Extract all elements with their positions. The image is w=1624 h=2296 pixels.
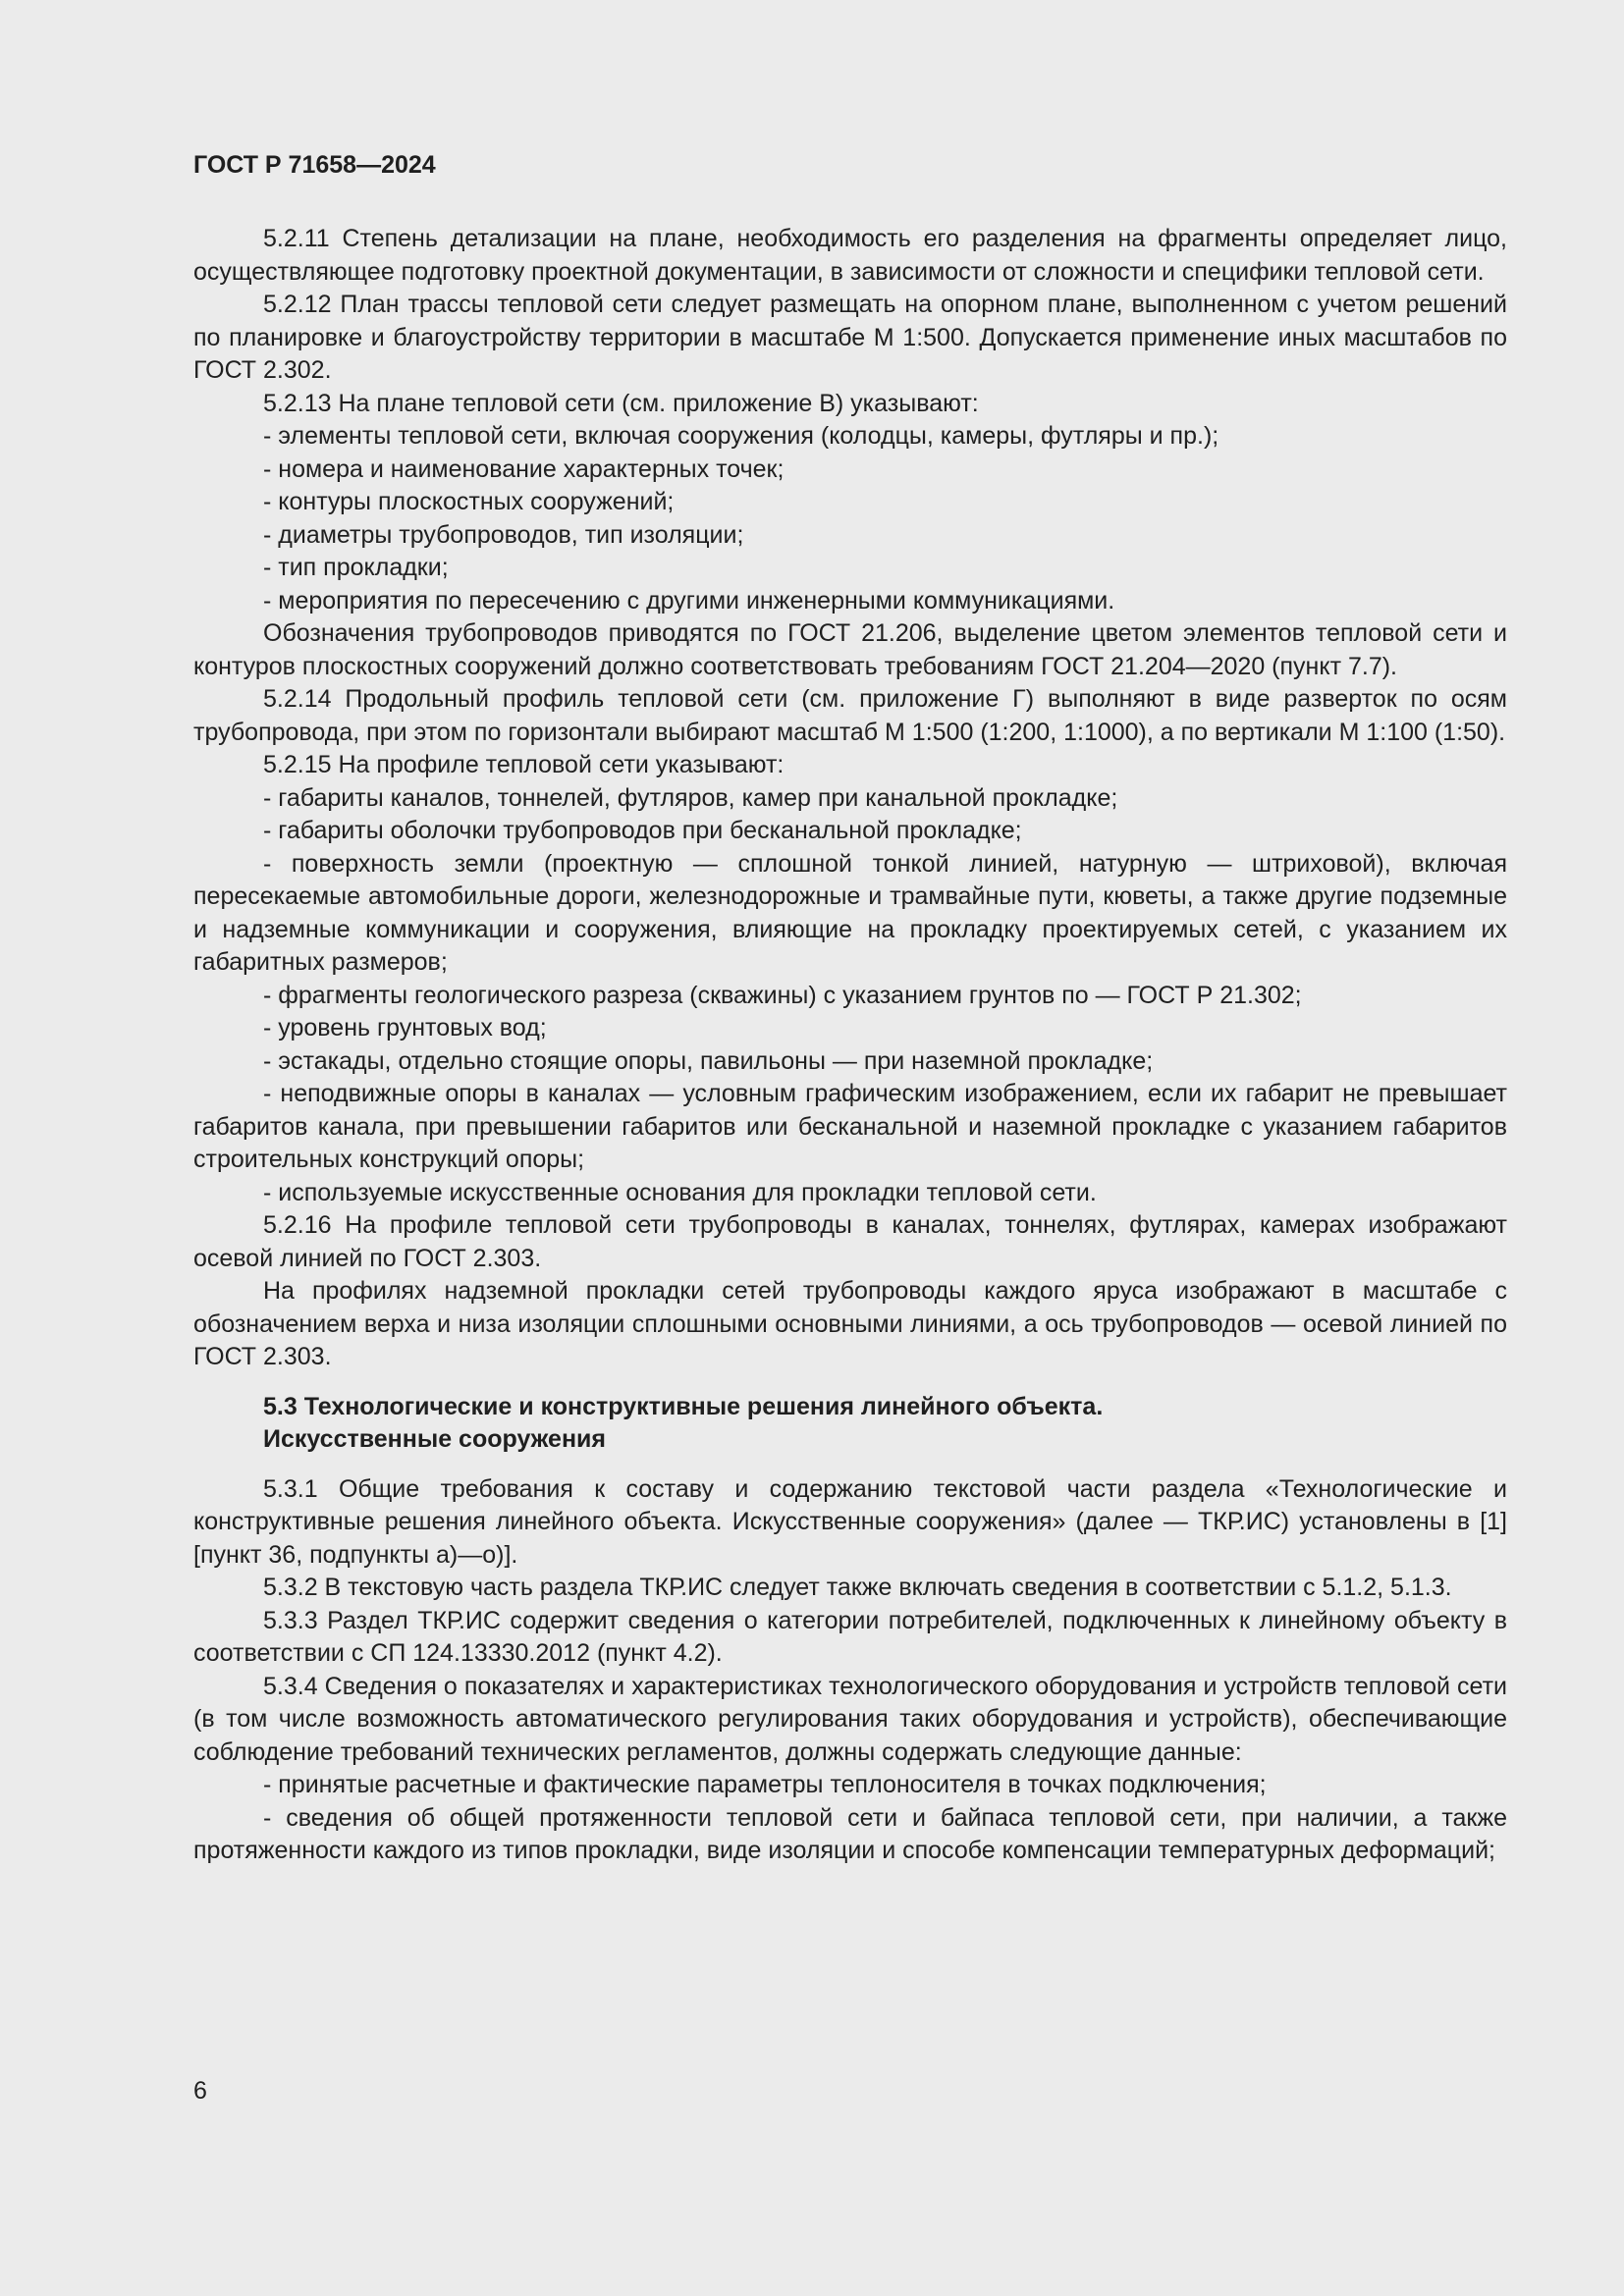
list-item: - фрагменты геологического разреза (скважины) с указанием грунтов по — ГОСТ Р 21.302; (263, 981, 1302, 1009)
paragraph: 5.3.2 В текстовую часть раздела ТКР.ИС следует также включать сведения в соответствии с 5.1.2, 5.1.3. (263, 1574, 1452, 1601)
page-number: 6 (193, 2077, 207, 2105)
paragraph: 5.2.12 План трассы тепловой сети следует размещать на опорном плане, выполненном с учетом решений по планировке и благоустройству территории в масштабе М 1:500. Допускается применение иных масштабов по ГОСТ 2.302. (193, 291, 1507, 384)
list-item: - эстакады, отдельно стоящие опоры, павильоны — при наземной прокладке; (263, 1046, 1154, 1075)
paragraph: 5.2.15 На профиле тепловой сети указывают: (263, 751, 785, 778)
list-item: - габариты оболочки трубопроводов при бесканальной прокладке; (263, 817, 1022, 844)
list-item: - контуры плоскостных сооружений; (263, 488, 675, 515)
section-heading-line: 5.3 Технологические и конструктивные решения линейного объекта. (263, 1392, 1104, 1420)
list-item: - мероприятия по пересечению с другими инженерными коммуникациями. (263, 586, 1115, 614)
paragraph: 5.2.14 Продольный профиль тепловой сети (см. приложение Г) выполняют в виде разверток по осям трубопровода, при этом по горизонтали выбирают масштаб М 1:500 (1:200, 1:1000), а по вертикали М 1:100 (1:50). (193, 685, 1507, 746)
document-header: ГОСТ Р 71658—2024 (193, 151, 436, 179)
list-item: - поверхность земли (проектную — сплошной тонкой линией, натурную — штриховой), включая пересекаемые автомобильные дороги, железнодорожные и трамвайные пути, кюветы, а также другие подземные и надземные коммуникации и сооружения, влияющие на прокладку проектируемых сетей, с указанием их габаритных размеров; (193, 849, 1507, 976)
list-item: - габариты каналов, тоннелей, футляров, камер при канальной прокладке; (263, 783, 1118, 812)
paragraph: 5.3.3 Раздел ТКР.ИС содержит сведения о категории потребителей, подключенных к линейному объекту в соответствии с СП 124.13330.2012 (пункт 4.2). (193, 1606, 1507, 1667)
paragraph: 5.3.1 Общие требования к составу и содержанию текстовой части раздела «Технологические и конструктивные решения линейного объекта. Искусственные сооружения» (далее — ТКР.ИС) установлены в [1] [пункт 36, подпункты а)—о)]. (193, 1474, 1507, 1569)
section-heading (193, 1391, 1507, 1457)
paragraph: 5.2.11 Степень детализации на плане, необходимость его разделения на фрагменты определяет лицо, осуществляющее подготовку проектной документации, в зависимости от сложности и специфики тепловой сети. (193, 225, 1507, 286)
list-item: - принятые расчетные и фактические параметры теплоносителя в точках подключения; (263, 1771, 1267, 1798)
paragraph: На профилях надземной прокладки сетей трубопроводы каждого яруса изображают в масштабе с обозначением верха и низа изоляции сплошными основными линиями, а ось трубопроводов — осевой линией по ГОСТ 2.303. (193, 1277, 1507, 1370)
paragraph: 5.2.13 На плане тепловой сети (см. приложение В) указывают: (263, 389, 979, 417)
list-item: - уровень грунтовых вод; (263, 1014, 547, 1041)
list-item: - неподвижные опоры в каналах — условным графическим изображением, если их габарит не превышает габаритов канала, при превышении габаритов или бесканальной и наземной прокладке с указанием габаритов строительных конструкций опоры; (193, 1080, 1507, 1173)
paragraph: 5.3.4 Сведения о показателях и характеристиках технологического оборудования и устройств тепловой сети (в том числе возможность автоматического регулирования таких оборудования и устройств), обеспечивающие соблюдение требований технических регламентов, должны содержать следующие данные: (193, 1672, 1507, 1766)
paragraph: Обозначения трубопроводов приводятся по ГОСТ 21.206, выделение цветом элементов тепловой сети и контуров плоскостных сооружений должно соответствовать требованиям ГОСТ 21.204—2020 (пункт 7.7). (193, 619, 1507, 680)
list-item: - сведения об общей протяженности тепловой сети и байпаса тепловой сети, при наличии, а также протяженности каждого из типов прокладки, виде изоляции и способе компенсации температурных деформаций; (193, 1803, 1507, 1864)
document-body (193, 223, 1507, 1868)
list-item: - диаметры трубопроводов, тип изоляции; (263, 520, 744, 549)
paragraph: 5.2.16 На профиле тепловой сети трубопроводы в каналах, тоннелях, футлярах, камерах изображают осевой линией по ГОСТ 2.303. (193, 1211, 1507, 1272)
list-item: - тип прокладки; (263, 554, 449, 581)
section-heading-line: Искусственные сооружения (263, 1425, 607, 1453)
list-item: - элементы тепловой сети, включая сооружения (колодцы, камеры, футляры и пр.); (263, 422, 1219, 450)
list-item: - используемые искусственные основания для прокладки тепловой сети. (263, 1178, 1097, 1206)
list-item: - номера и наименование характерных точек; (263, 454, 785, 483)
